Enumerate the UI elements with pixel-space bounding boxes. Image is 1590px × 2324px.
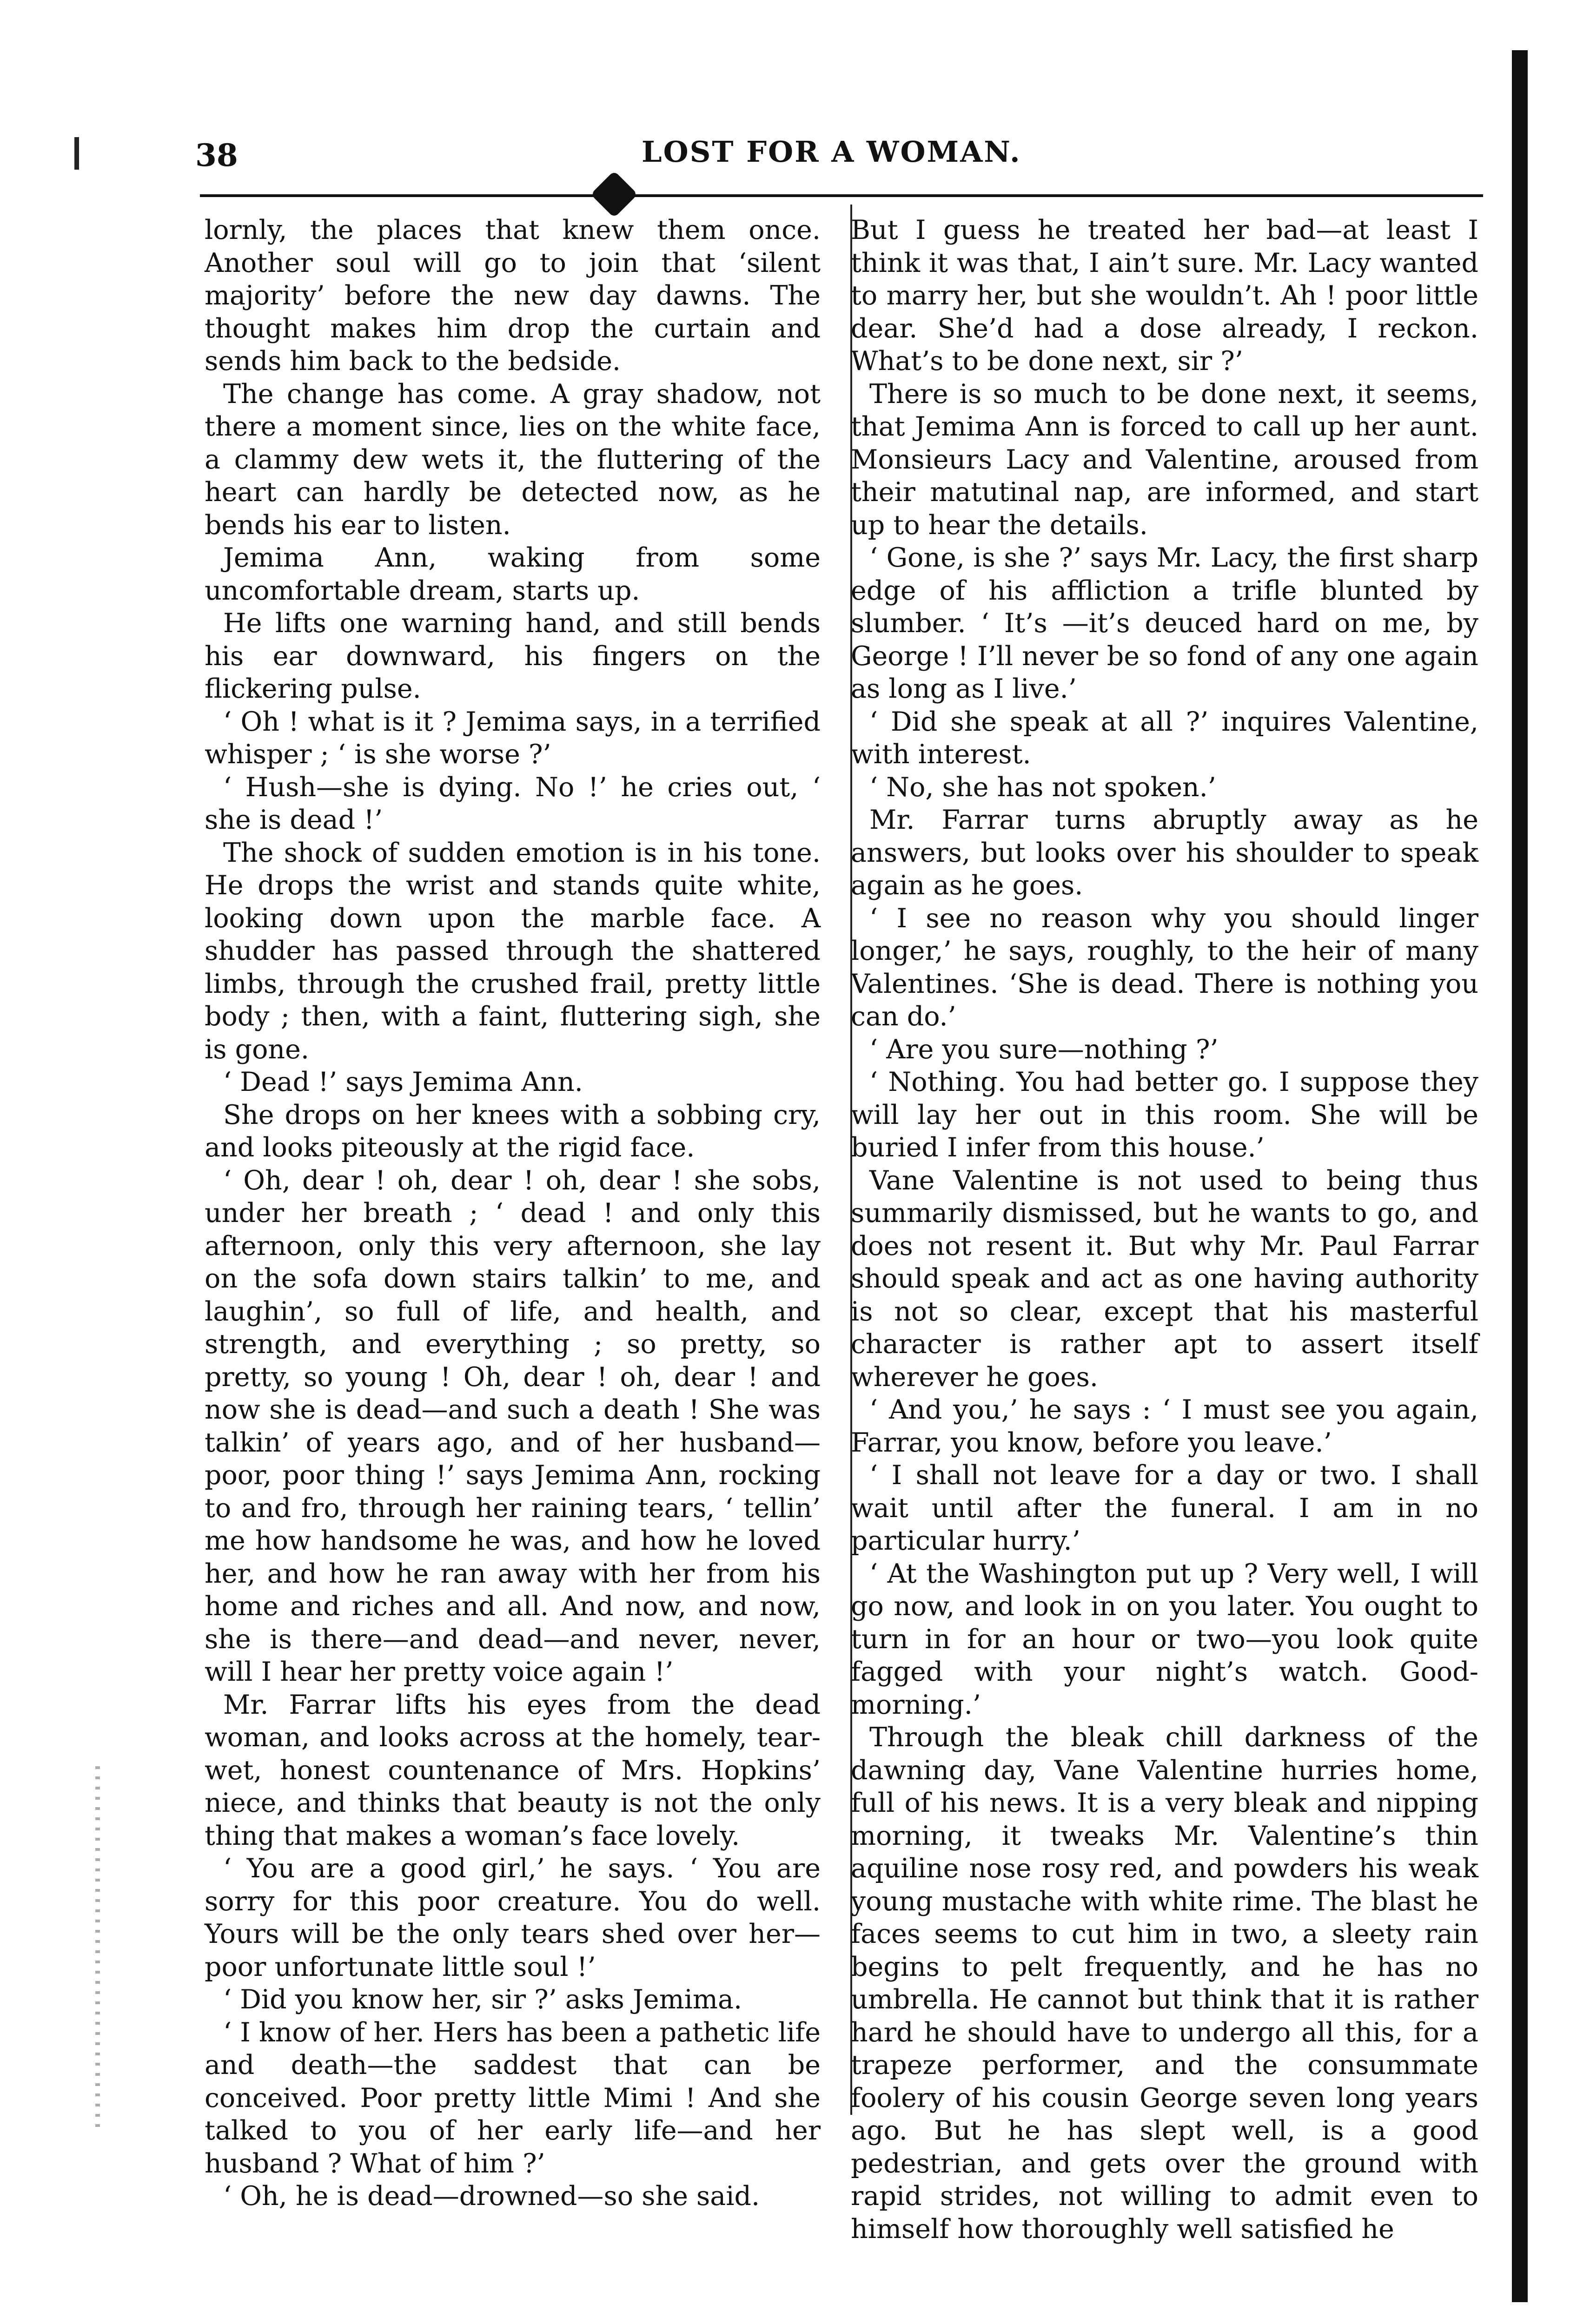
paragraph: ‘ At the Washington put up ? Very well, I will go now, and look in on you later. You ought to turn in for an hour or two—you look quite fagged with your night’s watch. Good-morning.’ (851, 1558, 1478, 1720)
paragraph: He lifts one warning hand, and still bends his ear downward, his fingers on the flickering pulse. (205, 608, 821, 704)
paragraph: ‘ Oh ! what is it ? Jemima says, in a terrified whisper ; ‘ is she worse ?’ (205, 706, 821, 770)
paragraph: ‘ Did she speak at all ?’ inquires Valentine, with interest. (851, 706, 1478, 770)
paragraph: There is so much to be done next, it seems, that Jemima Ann is forced to call up her aunt. Monsieurs Lacy and Valentine, aroused from their matutinal nap, are informed, and start up to hear the details. (851, 378, 1478, 541)
header-rule (200, 194, 1483, 197)
paragraph: Mr. Farrar turns abruptly away as he answers, but looks over his shoulder to speak again as he goes. (851, 805, 1478, 901)
paragraph: ‘ Oh, he is dead—drowned—so she said. (223, 2181, 760, 2212)
paragraph: ‘ And you,’ he says : ‘ I must see you again, Farrar, you know, before you leave.’ (851, 1394, 1478, 1458)
left-column (205, 214, 821, 2213)
paragraph: ‘ Did you know her, sir ?’ asks Jemima. (223, 1984, 742, 2015)
paragraph: ‘ Gone, is she ?’ says Mr. Lacy, the first sharp edge of his affliction a trifle blunted by slumber. ‘ It’s —it’s deuced hard on me, by George ! I’ll never be so fond of any one again as long as I live.’ (851, 542, 1478, 704)
page-edge-bar (1512, 50, 1528, 2302)
paragraph: ‘ I know of her. Hers has been a pathetic life and death—the saddest that can be conceived. Poor pretty little Mimi ! And she talked to you of her early life—and her husband ? What of him ?’ (205, 2017, 821, 2179)
running-title: LOST FOR A WOMAN. (642, 135, 1021, 169)
paragraph: But I guess he treated her bad—at least I think it was that, I ain’t sure. Mr. Lacy wanted to marry her, but she wouldn’t. Ah ! poor little dear. She’d had a dose already, I reckon. What’s to be done next, sir ?’ (851, 215, 1478, 376)
paragraph: ‘ No, she has not spoken.’ (869, 772, 1216, 803)
margin-speckle (95, 1766, 100, 2129)
paragraph: lornly, the places that knew them once. Another soul will go to join that ‘silent majority’ before the new day dawns. The thought makes him drop the curtain and sends him back to the bedside. (205, 215, 821, 376)
paragraph: ‘ I see no reason why you should linger longer,’ he says, roughly, to the heir of many Valentines. ‘She is dead. There is nothing you can do.’ (851, 903, 1478, 1032)
paragraph: The shock of sudden emotion is in his tone. He drops the wrist and stands quite white, looking down upon the marble face. A shudder has passed through the shattered limbs, through the crushed frail, pretty little body ; then, with a faint, fluttering sigh, she is gone. (205, 837, 821, 1065)
page-number: 38 (195, 137, 238, 173)
paragraph: ‘ Nothing. You had better go. I suppose they will lay her out in this room. She will be buried I infer from this house.’ (851, 1067, 1478, 1163)
paragraph: ‘ I shall not leave for a day or two. I shall wait until after the funeral. I am in no particular hurry.’ (851, 1460, 1478, 1556)
paragraph: ‘ Oh, dear ! oh, dear ! oh, dear ! she sobs, under her breath ; ‘ dead ! and only this afternoon, only this very afternoon, she lay on the sofa down stairs talkin’ to me, and laughin’, so full of life, and health, and strength, and everything ; so pretty, so pretty, so young ! Oh, dear ! oh, dear ! and now she is dead—and such a death ! She was talkin’ of years ago, and of her husband—poor, poor thing !’ says Jemima Ann, rocking to and fro, through her raining tears, ‘ tellin’ me how handsome he was, and how he loved her, and how he ran away with her from his home and riches and all. And now, and now, she is there—and dead—and never, never, will I hear her pretty voice again !’ (205, 1165, 821, 1687)
paragraph: ‘ Hush—she is dying. No !’ he cries out, ‘ she is dead !’ (205, 772, 821, 835)
paragraph: ‘ You are a good girl,’ he says. ‘ You are sorry for this poor creature. You do well. Yours will be the only tears shed over her—poor unfortunate little soul !’ (205, 1853, 821, 1982)
paragraph: Jemima Ann, waking from some uncomfortable dream, starts up. (205, 542, 821, 606)
paragraph: ‘ Dead !’ says Jemima Ann. (223, 1067, 583, 1097)
paragraph: Through the bleak chill darkness of the dawning day, Vane Valentine hurries home, full of his news. It is a very bleak and nipping morning, it tweaks Mr. Valentine’s thin aquiline nose rosy red, and powders his weak young mustache with white rime. The blast he faces seems to cut him in two, a sleety rain begins to pelt frequently, and he has no umbrella. He cannot but think that it is rather hard he should have to undergo all this, for a trapeze performer, and the consummate foolery of his cousin George seven long years ago. But he has slept well, is a good pedestrian, and gets over the ground with rapid strides, not willing to admit even to himself how thoroughly well satisfied he (851, 1722, 1478, 2245)
right-column (851, 214, 1478, 2245)
paragraph: Mr. Farrar lifts his eyes from the dead woman, and looks across at the homely, tear-wet, honest countenance of Mrs. Hopkins’ niece, and thinks that beauty is not the only thing that makes a woman’s face lovely. (205, 1689, 821, 1851)
margin-mark (74, 137, 79, 170)
paragraph: She drops on her knees with a sobbing cry, and looks piteously at the rigid face. (205, 1099, 821, 1163)
paragraph: The change has come. A gray shadow, not there a moment since, lies on the white face, a clammy dew wets it, the fluttering of the heart can hardly be detected now, as he bends his ear to listen. (205, 378, 821, 541)
paragraph: Vane Valentine is not used to being thus summarily dismissed, but he wants to go, and does not resent it. But why Mr. Paul Farrar should speak and act as one having authority is not so clear, except that his masterful character is rather apt to assert itself wherever he goes. (851, 1165, 1478, 1393)
rule-ornament (590, 171, 638, 218)
paragraph: ‘ Are you sure—nothing ?’ (869, 1034, 1219, 1065)
